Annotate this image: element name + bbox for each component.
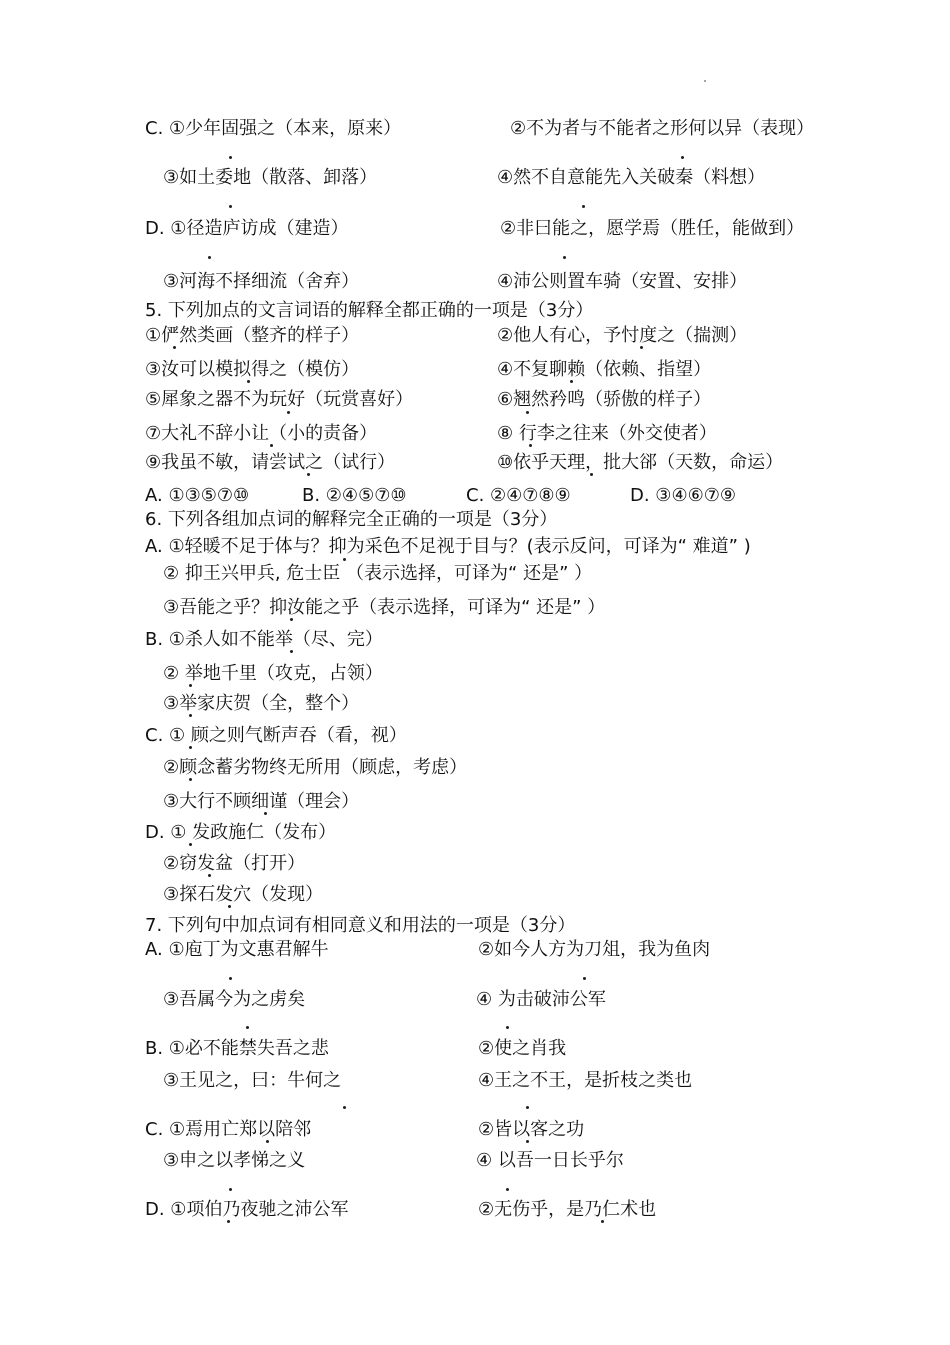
emphasis-dot [343,1106,346,1109]
q6-option-a-item-2: ② 抑王兴甲兵, 危士臣 （表示选择，可译为“ 还是” ） [163,563,593,584]
q5-item-8: ⑧ 行李之往来（外交使者） [497,423,717,444]
emphasis-dot [583,977,586,980]
emphasis-dot [640,346,643,349]
emphasis-dot [229,1188,232,1191]
emphasis-dot [287,411,290,414]
q4-option-c-item-3: ③如土委地（散落、卸落） [163,167,378,188]
q5-item-7: ⑦大礼不辞小让（小的责备） [145,423,378,444]
q6-option-b-item-1: B. ①杀人如不能举（尽、完） [145,629,383,650]
q5-stem: 5. 下列加点的文言词语的解释全都正确的一项是（3分） [145,300,594,321]
q7-option-a-item-2: ②如今人方为刀俎，我为鱼肉 [478,939,711,960]
q6-option-c-item-2: ②顾念蓄劣物终无所用（顾虑，考虑） [163,757,468,778]
q6-option-b-item-2: ② 举地千里（攻克，占领） [163,663,383,684]
emphasis-dot [506,1026,509,1029]
emphasis-dot [601,1220,604,1223]
q5-option-b: B. ②④⑤⑦⑩ [302,485,407,506]
emphasis-dot [189,714,192,717]
emphasis-dot [227,1220,230,1223]
emphasis-dot [264,812,267,815]
q4-option-d-item-1: D. ①径造庐访成（建造） [145,218,349,239]
q4-option-c-item-1: C. ①少年固强之（本来，原来） [145,118,402,139]
q7-option-b-item-4: ④王之不王，是折枝之类也 [478,1070,693,1091]
emphasis-dot [590,473,593,476]
q7-option-d-item-1: D. ①项伯乃夜驰之沛公军 [145,1199,349,1220]
q4-option-c-item-2: ②不为者与不能者之形何以异（表现） [510,118,815,139]
q7-option-c-item-4: ④ 以吾一日长乎尔 [476,1150,624,1171]
q5-item-9: ⑨我虽不敏，请尝试之（试行） [145,452,396,473]
q6-option-d-item-3: ③探石发穴（发现） [163,884,324,905]
q7-option-b-item-3: ③王见之，曰：牛何之 [163,1070,342,1091]
emphasis-dot [189,778,192,781]
q6-option-a-item-3: ③吾能之乎？抑汝能之乎（表示选择，可译为“ 还是” ） [163,597,606,618]
q5-item-6: ⑥翘然矜鸣（骄傲的样子） [497,389,712,410]
emphasis-dot [526,1140,529,1143]
emphasis-dot [266,1140,269,1143]
q4-option-d-item-3: ③河海不择细流（舍弃） [163,271,360,292]
q6-stem: 6. 下列各组加点词的解释完全正确的一项是（3分） [145,509,558,530]
q4-option-d-item-4: ④沛公则置车骑（安置、安排） [497,271,748,292]
q5-item-3: ③汝可以模拟得之（模仿） [145,359,360,380]
emphasis-dot [307,473,310,476]
q7-option-a-item-4: ④ 为击破沛公军 [476,989,606,1010]
emphasis-dot [229,156,232,159]
emphasis-dot [582,205,585,208]
q6-option-d-item-1: D. ① 发政施仁（发布） [145,822,337,843]
emphasis-dot [526,411,529,414]
q5-item-1: ①俨然类画（整齐的样子） [145,325,360,346]
q6-option-c-item-3: ③大行不顾细谨（理会） [163,791,360,812]
q5-option-d: D. ③④⑥⑦⑨ [630,485,736,506]
scan-speck [704,80,706,82]
q7-option-b-item-1: B. ①必不能禁失吾之悲 [145,1038,329,1059]
q6-option-c-item-1: C. ① 顾之则气断声吞（看，视） [145,725,407,746]
q6-option-b-item-3: ③举家庆贺（全，整个） [163,693,360,714]
emphasis-dot [247,380,250,383]
q6-option-a-item-1: A. ①轻暖不足于体与？抑为采色不足视于目与？(表示反问，可译为“ 难道” ) [145,536,751,557]
q5-item-10: ⑩依乎天理，批大郤（天数，命运） [497,452,784,473]
q7-option-c-item-2: ②皆以客之功 [478,1119,585,1140]
emphasis-dot [189,843,192,846]
emphasis-dot [570,380,573,383]
q4-option-d-item-2: ②非曰能之，愿学焉（胜任，能做到） [500,218,805,239]
q5-item-5: ⑤犀象之器不为玩好（玩赏喜好） [145,389,414,410]
emphasis-dot [290,650,293,653]
emphasis-dot [229,205,232,208]
q7-option-c-item-1: C. ①焉用亡郑以陪邻 [145,1119,312,1140]
emphasis-dot [228,905,231,908]
emphasis-dot [681,156,684,159]
q7-stem: 7. 下列句中加点词有相同意义和用法的一项是（3分） [145,915,576,936]
emphasis-dot [189,746,192,749]
q7-option-a-item-3: ③吾属今为之虏矣 [163,989,306,1010]
q7-option-d-item-2: ②无伤乎，是乃仁术也 [478,1199,657,1220]
emphasis-dot [563,256,566,259]
q5-option-a: A. ①③⑤⑦⑩ [145,485,250,506]
emphasis-dot [208,874,211,877]
emphasis-dot [290,618,293,621]
emphasis-dot [526,1106,529,1109]
q5-item-4: ④不复聊赖（依赖、指望） [497,359,712,380]
q7-option-a-item-1: A. ①庖丁为文惠君解牛 [145,939,329,960]
q7-option-b-item-2: ②使之肖我 [478,1038,567,1059]
emphasis-dot [270,444,273,447]
emphasis-dot [173,346,176,349]
q5-item-2: ②他人有心，予忖度之（揣测） [497,325,748,346]
emphasis-dot [208,256,211,259]
emphasis-dot [246,1026,249,1029]
q7-option-c-item-3: ③申之以孝悌之义 [163,1150,306,1171]
emphasis-dot [343,558,346,561]
emphasis-dot [529,444,532,447]
q4-option-c-item-4: ④然不自意能先入关破秦（料想） [497,167,766,188]
emphasis-dot [506,1188,509,1191]
q6-option-d-item-2: ②窃发盆（打开） [163,853,306,874]
q5-option-c: C. ②④⑦⑧⑨ [466,485,571,506]
emphasis-dot [229,977,232,980]
emphasis-dot [189,684,192,687]
